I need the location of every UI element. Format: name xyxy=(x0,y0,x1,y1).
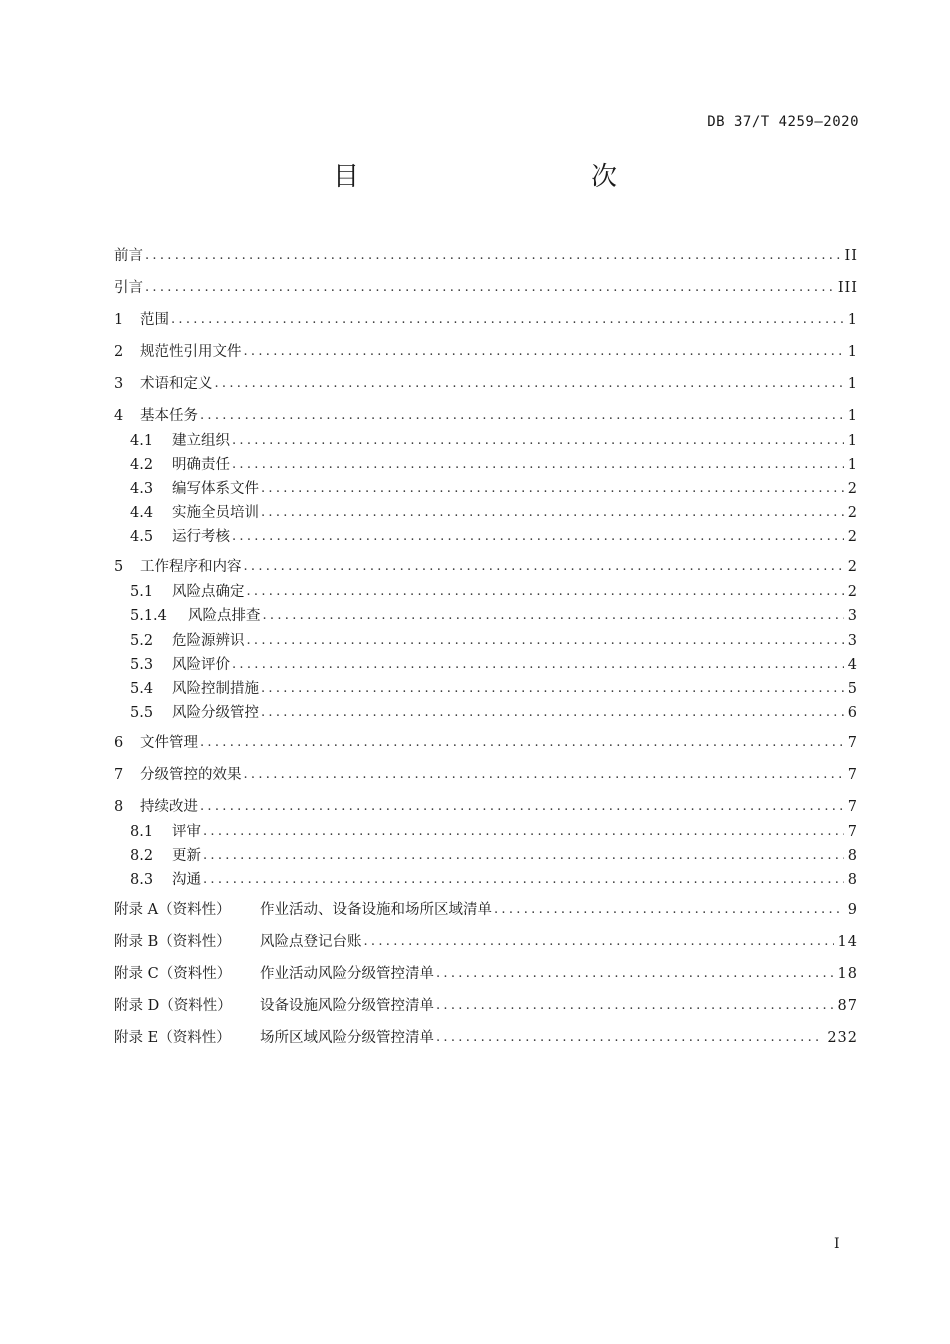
dot-leader xyxy=(261,502,844,524)
toc-entry-label: 风险点排查 xyxy=(188,608,261,624)
toc-entry-page: 3 xyxy=(847,633,858,649)
toc-entry-number: 5 xyxy=(114,559,124,575)
toc-entry-page: 1 xyxy=(847,408,858,424)
toc-entry[interactable] xyxy=(114,995,858,1017)
dot-leader xyxy=(494,899,844,921)
dot-leader xyxy=(232,430,844,452)
dot-leader xyxy=(215,373,844,395)
dot-leader xyxy=(203,869,844,891)
toc-entry-label: 作业活动风险分级管控清单 xyxy=(260,966,434,982)
toc-entry-label: 风险点登记台账 xyxy=(260,934,362,950)
dot-leader xyxy=(261,678,844,700)
toc-entry-number: 8.3 xyxy=(130,872,154,888)
toc-entry-label: 工作程序和内容 xyxy=(140,559,242,575)
toc-entry-page: 2 xyxy=(847,505,858,521)
dot-leader xyxy=(171,309,844,331)
dot-leader xyxy=(200,732,844,754)
toc-entry-label: 危险源辨识 xyxy=(172,633,245,649)
toc-entry-number: 5.3 xyxy=(130,657,154,673)
dot-leader xyxy=(436,1027,823,1049)
toc-entry-label: 风险评价 xyxy=(172,657,230,673)
toc-entry-number: 5.5 xyxy=(130,705,154,721)
toc-entry-page: III xyxy=(837,280,858,296)
toc-entry-number: 1 xyxy=(114,312,124,328)
toc-entry-page: 7 xyxy=(847,767,858,783)
toc-entry[interactable] xyxy=(114,605,858,627)
dot-leader xyxy=(232,454,844,476)
toc-entry[interactable] xyxy=(114,341,858,363)
toc-entry-number: 附录 D（资料性） xyxy=(114,998,232,1014)
toc-entry-page: 14 xyxy=(837,934,858,950)
toc-entry[interactable] xyxy=(114,277,858,299)
toc-entry-page: 2 xyxy=(847,481,858,497)
dot-leader xyxy=(200,405,844,427)
toc-entry-page: 7 xyxy=(847,735,858,751)
toc-entry-page: 1 xyxy=(847,376,858,392)
toc-entry[interactable] xyxy=(114,654,858,676)
dot-leader xyxy=(244,556,844,578)
toc-entry-label: 风险控制措施 xyxy=(172,681,259,697)
toc-entry-label: 风险分级管控 xyxy=(172,705,259,721)
toc-entry[interactable] xyxy=(114,678,858,700)
toc-entry[interactable] xyxy=(114,1027,858,1049)
toc-entry-page: 2 xyxy=(847,529,858,545)
toc-entry-number: 4.3 xyxy=(130,481,154,497)
toc-entry-page: 1 xyxy=(847,344,858,360)
toc-entry-page: 6 xyxy=(847,705,858,721)
toc-entry[interactable] xyxy=(114,796,858,818)
toc-entry-number: 7 xyxy=(114,767,124,783)
toc-entry[interactable] xyxy=(114,581,858,603)
toc-entry-number: 4.2 xyxy=(130,457,154,473)
toc-entry-number: 8.2 xyxy=(130,848,154,864)
toc-entry[interactable] xyxy=(114,963,858,985)
toc-entry[interactable] xyxy=(114,630,858,652)
toc-entry-page: 4 xyxy=(847,657,858,673)
toc-entry-label: 前言 xyxy=(114,248,143,264)
toc-entry[interactable] xyxy=(114,405,858,427)
toc-entry[interactable] xyxy=(114,309,858,331)
toc-entry-label: 设备设施风险分级管控清单 xyxy=(260,998,434,1014)
toc-entry[interactable] xyxy=(114,245,858,267)
toc-entry[interactable] xyxy=(114,373,858,395)
toc-entry-page: 9 xyxy=(847,902,858,918)
toc-entry-page: 8 xyxy=(847,872,858,888)
toc-entry-label: 规范性引用文件 xyxy=(140,344,242,360)
dot-leader xyxy=(145,277,834,299)
toc-entry-page: 1 xyxy=(847,433,858,449)
dot-leader xyxy=(145,245,841,267)
toc-entry-label: 实施全员培训 xyxy=(172,505,259,521)
toc-entry-label: 分级管控的效果 xyxy=(140,767,242,783)
toc-entry-label: 明确责任 xyxy=(172,457,230,473)
toc-entry-number: 8.1 xyxy=(130,824,154,840)
toc-entry[interactable] xyxy=(114,556,858,578)
dot-leader xyxy=(200,796,844,818)
toc-entry[interactable] xyxy=(114,821,858,843)
toc-entry[interactable] xyxy=(114,430,858,452)
toc-entry[interactable] xyxy=(114,899,858,921)
toc-entry-page: 18 xyxy=(837,966,858,982)
toc-entry-number: 5.1.4 xyxy=(130,608,167,624)
toc-entry-page: 87 xyxy=(837,998,858,1014)
toc-entry-label: 持续改进 xyxy=(140,799,198,815)
toc-entry-number: 5.2 xyxy=(130,633,154,649)
toc-entry-page: 5 xyxy=(847,681,858,697)
toc-entry-page: 7 xyxy=(847,799,858,815)
dot-leader xyxy=(261,702,844,724)
toc-entry[interactable] xyxy=(114,869,858,891)
dot-leader xyxy=(244,341,844,363)
page-title: 目 次 xyxy=(332,162,677,192)
toc-entry[interactable] xyxy=(114,931,858,953)
toc-entry-page: 8 xyxy=(847,848,858,864)
toc-entry-page: 232 xyxy=(827,1030,858,1046)
document-code: DB 37/T 4259—2020 xyxy=(707,114,859,130)
toc-entry-label: 评审 xyxy=(172,824,201,840)
toc-entry-label: 更新 xyxy=(172,848,201,864)
toc-entry-number: 5.4 xyxy=(130,681,154,697)
toc-entry-page: 7 xyxy=(847,824,858,840)
toc-entry[interactable] xyxy=(114,502,858,524)
dot-leader xyxy=(436,963,834,985)
toc-entry-page: 3 xyxy=(847,608,858,624)
toc-entry-label: 运行考核 xyxy=(172,529,230,545)
toc-entry-number: 附录 C（资料性） xyxy=(114,966,232,982)
toc-entry-label: 作业活动、设备设施和场所区域清单 xyxy=(260,902,492,918)
toc-entry-number: 6 xyxy=(114,735,124,751)
toc-entry-page: 2 xyxy=(847,584,858,600)
toc-entry-number: 附录 B（资料性） xyxy=(114,934,231,950)
toc-entry-label: 术语和定义 xyxy=(140,376,213,392)
toc-entry-label: 沟通 xyxy=(172,872,201,888)
toc-entry-page: 1 xyxy=(847,457,858,473)
toc-entry-label: 范围 xyxy=(140,312,169,328)
dot-leader xyxy=(261,478,844,500)
toc-entry-number: 4.5 xyxy=(130,529,154,545)
toc-entry-page: 2 xyxy=(847,559,858,575)
toc-entry-label: 场所区域风险分级管控清单 xyxy=(260,1030,434,1046)
toc-entry-label: 引言 xyxy=(114,280,143,296)
toc-entry-page: II xyxy=(844,248,858,264)
toc-entry-page: 1 xyxy=(847,312,858,328)
dot-leader xyxy=(203,821,844,843)
toc-entry[interactable] xyxy=(114,526,858,548)
toc-entry-number: 4.4 xyxy=(130,505,154,521)
toc-entry[interactable] xyxy=(114,478,858,500)
toc-entry-number: 4 xyxy=(114,408,124,424)
toc-entry-number: 附录 A（资料性） xyxy=(114,902,231,918)
toc-entry[interactable] xyxy=(114,764,858,786)
toc-entry-number: 4.1 xyxy=(130,433,154,449)
dot-leader xyxy=(364,931,834,953)
toc-entry-label: 基本任务 xyxy=(140,408,198,424)
dot-leader xyxy=(263,605,844,627)
toc-entry-number: 附录 E（资料性） xyxy=(114,1030,231,1046)
toc-entry[interactable] xyxy=(114,454,858,476)
toc-entry[interactable] xyxy=(114,702,858,724)
dot-leader xyxy=(203,845,844,867)
toc-entry-label: 建立组织 xyxy=(172,433,230,449)
toc-entry-label: 风险点确定 xyxy=(172,584,245,600)
toc-entry-number: 2 xyxy=(114,344,124,360)
toc-entry-label: 文件管理 xyxy=(140,735,198,751)
dot-leader xyxy=(244,764,844,786)
toc-entry-label: 编写体系文件 xyxy=(172,481,259,497)
dot-leader xyxy=(232,654,844,676)
dot-leader xyxy=(436,995,834,1017)
toc-entry-number: 8 xyxy=(114,799,124,815)
dot-leader xyxy=(232,526,844,548)
dot-leader xyxy=(247,630,844,652)
toc-entry-number: 3 xyxy=(114,376,124,392)
page-number: I xyxy=(834,1236,840,1252)
toc-entry-number: 5.1 xyxy=(130,584,154,600)
dot-leader xyxy=(247,581,844,603)
toc-entry[interactable] xyxy=(114,732,858,754)
toc-entry[interactable] xyxy=(114,845,858,867)
